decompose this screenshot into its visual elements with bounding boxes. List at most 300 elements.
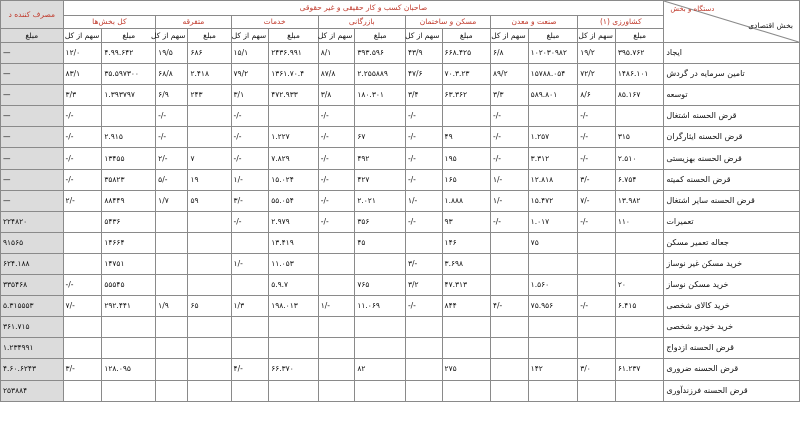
table-cell: ۳/۱ bbox=[231, 85, 269, 106]
table-cell: -/- bbox=[156, 127, 188, 148]
table-cell: ۳۹۳.۵۹۶ bbox=[355, 43, 406, 64]
group-header: صنعت و معدن bbox=[491, 16, 578, 29]
table-cell: -/۲ bbox=[156, 148, 188, 169]
table-row bbox=[1, 64, 800, 85]
row-label: خرید کالای شخصی bbox=[664, 296, 800, 317]
table-cell: ۳/۰ bbox=[578, 359, 616, 380]
table-cell: ۳/۸ bbox=[318, 85, 355, 106]
table-cell: ۸/۶ bbox=[578, 85, 616, 106]
table-cell bbox=[269, 380, 319, 401]
group-header: بازرگانی bbox=[318, 16, 405, 29]
table-cell bbox=[442, 380, 490, 401]
table-cell: -/۴ bbox=[231, 359, 269, 380]
table-cell: ۲.۴۱۸ bbox=[188, 64, 231, 85]
table-cell: -/- bbox=[318, 190, 355, 211]
table-cell bbox=[231, 380, 269, 401]
table-row bbox=[1, 275, 800, 296]
table-cell: ۷۰.۳.۲۳ bbox=[442, 64, 490, 85]
table-cell: ۳/۳ bbox=[63, 85, 102, 106]
table-cell: ۶۶.۳۷۰ bbox=[269, 359, 319, 380]
amount-subheader: مبلغ bbox=[355, 29, 406, 43]
table-cell: ۴۷۲.۹۳۳ bbox=[269, 85, 319, 106]
table-cell: ۱/۷ bbox=[156, 190, 188, 211]
table-cell bbox=[615, 232, 663, 253]
table-cell: -/- bbox=[578, 106, 616, 127]
group-header: کشاورزی (۱) bbox=[578, 16, 664, 29]
amount-subheader: مبلغ bbox=[269, 29, 319, 43]
table-cell: ۶۱.۲۳۷ bbox=[615, 359, 663, 380]
table-cell bbox=[231, 275, 269, 296]
table-cell bbox=[156, 359, 188, 380]
table-cell bbox=[188, 253, 231, 274]
table-row bbox=[1, 317, 800, 338]
table-cell: ۱.۳۹۳۷۹۷ bbox=[102, 85, 156, 106]
table-cell: ۲.۲۵۵۸۸۹ bbox=[355, 64, 406, 85]
table-row bbox=[1, 169, 800, 190]
share-subheader: سهم از کل bbox=[491, 29, 529, 43]
table-cell bbox=[269, 338, 319, 359]
row-label: قرض الحسنه کمیته bbox=[664, 169, 800, 190]
table-cell: -/- bbox=[578, 148, 616, 169]
row-label: قرض الحسنه اشتغال bbox=[664, 106, 800, 127]
table-cell bbox=[156, 211, 188, 232]
consumer-cell: — bbox=[1, 127, 64, 148]
table-row bbox=[1, 85, 800, 106]
table-cell: ۶/۸ bbox=[491, 43, 529, 64]
table-cell: ۳/۳ bbox=[491, 85, 529, 106]
table-cell: ۸۸۴۴۹ bbox=[102, 190, 156, 211]
table-cell: -/- bbox=[578, 127, 616, 148]
table-cell bbox=[156, 380, 188, 401]
table-cell bbox=[318, 317, 355, 338]
table-cell bbox=[318, 380, 355, 401]
row-label: قرض الحسنه ایثارگران bbox=[664, 127, 800, 148]
consumer-cell: ۲۲۴۸۲۰ bbox=[1, 211, 64, 232]
table-cell bbox=[188, 106, 231, 127]
table-cell: ۱/۹ bbox=[156, 296, 188, 317]
table-cell: -/- bbox=[405, 148, 442, 169]
table-cell bbox=[231, 338, 269, 359]
table-cell: -/۱ bbox=[405, 190, 442, 211]
consumer-cell: ۱.۲۳۴۹۹۱ bbox=[1, 338, 64, 359]
table-cell: ۱۹/۲ bbox=[578, 43, 616, 64]
table-cell: ۱.۲۵۷ bbox=[528, 127, 578, 148]
table-cell: -/۱ bbox=[318, 296, 355, 317]
table-cell: -/- bbox=[63, 127, 102, 148]
share-subheader: سهم از کل bbox=[156, 29, 188, 43]
table-cell bbox=[442, 338, 490, 359]
table-cell bbox=[491, 359, 529, 380]
table-cell: ۱۱.۰۶۹ bbox=[355, 296, 406, 317]
table-cell: ۱۲.۸۱۸ bbox=[528, 169, 578, 190]
table-cell bbox=[491, 380, 529, 401]
table-cell: -/- bbox=[405, 296, 442, 317]
consumer-cell: ۵.۳۱۵۵۵۳ bbox=[1, 296, 64, 317]
table-row bbox=[1, 127, 800, 148]
table-row bbox=[1, 359, 800, 380]
table-cell: ۲۴۳۶.۹۹۱ bbox=[269, 43, 319, 64]
table-cell bbox=[615, 106, 663, 127]
consumer-cell: — bbox=[1, 190, 64, 211]
table-cell bbox=[156, 275, 188, 296]
table-cell: ۴۵ bbox=[355, 232, 406, 253]
table-cell bbox=[615, 317, 663, 338]
table-cell: ۷.۸۲۹ bbox=[269, 148, 319, 169]
table-cell: ۲۷۵ bbox=[442, 359, 490, 380]
table-cell: ۶/۹ bbox=[156, 85, 188, 106]
row-label: ایجاد bbox=[664, 43, 800, 64]
table-cell bbox=[355, 253, 406, 274]
table-cell: -/- bbox=[405, 211, 442, 232]
table-cell: -/- bbox=[318, 148, 355, 169]
row-label: قرض الحسنه ازدواج bbox=[664, 338, 800, 359]
table-cell bbox=[156, 253, 188, 274]
table-cell: -/- bbox=[231, 106, 269, 127]
table-cell: -/۱ bbox=[491, 190, 529, 211]
table-cell bbox=[355, 106, 406, 127]
row-label: قرض الحسنه فرزندآوری bbox=[664, 380, 800, 401]
table-row bbox=[1, 232, 800, 253]
table-cell bbox=[156, 232, 188, 253]
table-cell bbox=[578, 253, 616, 274]
table-cell: -/- bbox=[231, 211, 269, 232]
table-cell: -/- bbox=[318, 169, 355, 190]
amount-subheader: مبلغ bbox=[615, 29, 663, 43]
table-cell: ۱.۲۲۷ bbox=[269, 127, 319, 148]
table-cell bbox=[615, 380, 663, 401]
table-cell: -/- bbox=[578, 296, 616, 317]
table-cell: ۳/۴ bbox=[405, 85, 442, 106]
table-row bbox=[1, 253, 800, 274]
table-cell: ۴۹۲ bbox=[355, 148, 406, 169]
table-cell: ۲.۵۱۰ bbox=[615, 148, 663, 169]
table-cell: ۶.۷۵۴ bbox=[615, 169, 663, 190]
table-cell bbox=[188, 211, 231, 232]
table-cell: ۱۹ bbox=[188, 169, 231, 190]
table-cell bbox=[269, 106, 319, 127]
table-cell: -/۲ bbox=[63, 190, 102, 211]
table-cell bbox=[318, 275, 355, 296]
table-cell bbox=[318, 338, 355, 359]
table-cell bbox=[102, 338, 156, 359]
table-cell: ۱۰۲۰۳۰۹۸۲ bbox=[528, 43, 578, 64]
table-cell bbox=[491, 253, 529, 274]
table-cell bbox=[156, 317, 188, 338]
table-cell: ۸۹/۲ bbox=[491, 64, 529, 85]
table-cell: -/۱ bbox=[491, 169, 529, 190]
table-cell: ۱۵۷۸۸.۰۵۴ bbox=[528, 64, 578, 85]
table-cell: ۱۱۰ bbox=[615, 211, 663, 232]
table-cell: ۱۲/۰ bbox=[63, 43, 102, 64]
table-cell: ۴۹ bbox=[442, 127, 490, 148]
table-cell: ۸۳/۱ bbox=[63, 64, 102, 85]
table-cell bbox=[528, 106, 578, 127]
consumer-amount-subheader: مبلغ bbox=[1, 29, 64, 43]
table-cell: -/- bbox=[491, 211, 529, 232]
table-cell: ۱۳۴۵۵ bbox=[102, 148, 156, 169]
table-cell: ۱۳۶۱.۷۰.۴ bbox=[269, 64, 319, 85]
consumer-cell: — bbox=[1, 43, 64, 64]
group-header: خدمات bbox=[231, 16, 318, 29]
table-cell bbox=[102, 106, 156, 127]
table-cell bbox=[528, 317, 578, 338]
table-cell: -/۱ bbox=[231, 169, 269, 190]
table-cell: -/۳ bbox=[63, 359, 102, 380]
table-cell: -/- bbox=[318, 127, 355, 148]
table-cell bbox=[188, 380, 231, 401]
table-cell bbox=[269, 317, 319, 338]
table-cell: ۸/۱ bbox=[318, 43, 355, 64]
corner-top-label: دستگاه و بخش bbox=[670, 5, 715, 13]
table-cell: ۳.۶۹۸ bbox=[442, 253, 490, 274]
table-cell: -/۴ bbox=[491, 296, 529, 317]
table-cell: ۱۴۶ bbox=[442, 232, 490, 253]
table-cell: -/۷ bbox=[63, 296, 102, 317]
table-row bbox=[1, 106, 800, 127]
amount-subheader: مبلغ bbox=[102, 29, 156, 43]
table-cell bbox=[188, 359, 231, 380]
table-cell bbox=[63, 211, 102, 232]
table-cell: ۳۵.۵۹۷۳۰۰ bbox=[102, 64, 156, 85]
table-cell: ۱۴۷۵۱ bbox=[102, 253, 156, 274]
table-cell: ۸۲ bbox=[355, 359, 406, 380]
table-cell: ۱۴۲ bbox=[528, 359, 578, 380]
table-cell: ۶۶۸.۴۲۵ bbox=[442, 43, 490, 64]
consumer-cell: ۹۱۵۶۵ bbox=[1, 232, 64, 253]
table-cell: ۲.۹۷۹ bbox=[269, 211, 319, 232]
table-cell bbox=[578, 317, 616, 338]
table-cell: ۶۸/۸ bbox=[156, 64, 188, 85]
table-cell bbox=[405, 359, 442, 380]
table-cell: ۴۷/۶ bbox=[405, 64, 442, 85]
table-cell: ۶۳.۳۶۲ bbox=[442, 85, 490, 106]
table-cell bbox=[578, 275, 616, 296]
table-cell: ۶۷ bbox=[355, 127, 406, 148]
table-cell bbox=[63, 317, 102, 338]
table-cell bbox=[156, 338, 188, 359]
table-cell bbox=[578, 338, 616, 359]
row-label: خرید خودرو شخصی bbox=[664, 317, 800, 338]
table-cell: ۳۵۸۲۳ bbox=[102, 169, 156, 190]
consumer-header: مصرف کننده د bbox=[1, 1, 64, 29]
table-cell: ۳.۳۱۲ bbox=[528, 148, 578, 169]
table-cell: -/- bbox=[405, 127, 442, 148]
table-row bbox=[1, 338, 800, 359]
table-row bbox=[1, 211, 800, 232]
table-cell: -/- bbox=[491, 106, 529, 127]
table-cell bbox=[405, 338, 442, 359]
table-row bbox=[1, 296, 800, 317]
table-cell: ۱.۰۱۷ bbox=[528, 211, 578, 232]
group-header: مسکن و ساختمان bbox=[405, 16, 490, 29]
table-cell bbox=[491, 317, 529, 338]
table-cell: ۶۸۶ bbox=[188, 43, 231, 64]
table-cell: ۳۹۵.۷۶۲ bbox=[615, 43, 663, 64]
consumer-cell: ۲۵۳۸۸۴ bbox=[1, 380, 64, 401]
consumer-cell: — bbox=[1, 106, 64, 127]
table-cell: ۶۵ bbox=[188, 296, 231, 317]
table-cell: ۲.۰۲۱ bbox=[355, 190, 406, 211]
row-label: قرض الحسنه بهزیستی bbox=[664, 148, 800, 169]
table-cell bbox=[578, 380, 616, 401]
table-cell: -/- bbox=[231, 148, 269, 169]
table-cell bbox=[615, 253, 663, 274]
table-cell: ۱۵.۴۷۲ bbox=[528, 190, 578, 211]
consumer-cell: ۳۳۵۴۶۸ bbox=[1, 275, 64, 296]
table-cell bbox=[491, 275, 529, 296]
table-cell: ۷۲/۲ bbox=[578, 64, 616, 85]
top-title: صاحبان کسب و کار حقیقی و غیر حقوقی bbox=[63, 1, 664, 16]
share-subheader: سهم از کل bbox=[578, 29, 616, 43]
row-label: خرید مسکن نوساز bbox=[664, 275, 800, 296]
amount-subheader: مبلغ bbox=[188, 29, 231, 43]
table-cell: -/- bbox=[318, 106, 355, 127]
row-label: قرض الحسنه سایر اشتغال bbox=[664, 190, 800, 211]
table-cell bbox=[405, 232, 442, 253]
table-cell: ۹۳ bbox=[442, 211, 490, 232]
consumer-cell: — bbox=[1, 64, 64, 85]
table-cell: -/۷ bbox=[578, 190, 616, 211]
consumer-cell: ۶۲۴.۱۸۸ bbox=[1, 253, 64, 274]
table-cell: ۴۳/۹ bbox=[405, 43, 442, 64]
table-cell: ۱۳.۹۸۲ bbox=[615, 190, 663, 211]
table-cell: -/- bbox=[156, 106, 188, 127]
table-row bbox=[1, 190, 800, 211]
row-label: جعاله تعمیر مسکن bbox=[664, 232, 800, 253]
table-cell: ۵۵.۰۵۴ bbox=[269, 190, 319, 211]
table-cell: ۵.۹.۷ bbox=[269, 275, 319, 296]
table-cell bbox=[528, 380, 578, 401]
table-cell bbox=[318, 359, 355, 380]
table-cell: ۴.۹۹.۶۴۲ bbox=[102, 43, 156, 64]
row-label: توسعه bbox=[664, 85, 800, 106]
share-subheader: سهم از کل bbox=[318, 29, 355, 43]
table-cell bbox=[188, 232, 231, 253]
table-cell: -/- bbox=[491, 148, 529, 169]
table-cell: ۸۷/۸ bbox=[318, 64, 355, 85]
consumer-cell: ۳۶۱.۷۱۵ bbox=[1, 317, 64, 338]
table-cell: ۴۲۷ bbox=[355, 169, 406, 190]
table-cell: ۱۲۸.۰۹۵ bbox=[102, 359, 156, 380]
table-cell: -/- bbox=[405, 169, 442, 190]
table-cell: ۱۶۵ bbox=[442, 169, 490, 190]
corner-mid-label: بخش اقتصادی bbox=[748, 21, 793, 30]
table-cell: ۱۴۶۶۴ bbox=[102, 232, 156, 253]
table-cell bbox=[442, 317, 490, 338]
table-cell: ۲۰ bbox=[615, 275, 663, 296]
table-cell: ۳۱۵ bbox=[615, 127, 663, 148]
share-subheader: سهم از کل bbox=[63, 29, 102, 43]
table-cell bbox=[528, 253, 578, 274]
table-cell: ۱۹/۵ bbox=[156, 43, 188, 64]
table-cell bbox=[63, 232, 102, 253]
table-cell: -/- bbox=[63, 275, 102, 296]
table-cell: -/۵ bbox=[156, 169, 188, 190]
table-cell bbox=[491, 338, 529, 359]
table-cell: -/- bbox=[231, 127, 269, 148]
table-cell: ۱.۸۸۸ bbox=[442, 190, 490, 211]
table-cell bbox=[528, 338, 578, 359]
table-cell bbox=[578, 232, 616, 253]
table-cell bbox=[188, 338, 231, 359]
amount-subheader: مبلغ bbox=[528, 29, 578, 43]
row-label: تعمیرات bbox=[664, 211, 800, 232]
share-subheader: سهم از کل bbox=[405, 29, 442, 43]
table-cell: ۵۹ bbox=[188, 190, 231, 211]
table-cell: ۱۵/۱ bbox=[231, 43, 269, 64]
table-cell bbox=[102, 317, 156, 338]
table-cell: ۷۶۵ bbox=[355, 275, 406, 296]
table-cell: ۲۴۳ bbox=[188, 85, 231, 106]
table-cell bbox=[188, 127, 231, 148]
table-cell bbox=[63, 380, 102, 401]
row-label: قرض الحسنه ضروری bbox=[664, 359, 800, 380]
table-cell bbox=[63, 338, 102, 359]
table-row bbox=[1, 380, 800, 401]
table-cell: ۲.۹۱۵ bbox=[102, 127, 156, 148]
table-cell: ۵۸۹.۸۰۱ bbox=[528, 85, 578, 106]
table-cell bbox=[318, 253, 355, 274]
table-cell bbox=[102, 380, 156, 401]
table-cell: ۲۹۲.۴۴۱ bbox=[102, 296, 156, 317]
table-cell: -/۳ bbox=[405, 253, 442, 274]
table-cell bbox=[355, 317, 406, 338]
consumer-cell: ۴.۶۰.۶۲۴۳ bbox=[1, 359, 64, 380]
table-cell: ۱.۵۶۰ bbox=[528, 275, 578, 296]
table-cell: ۱۸۰.۳۰۱ bbox=[355, 85, 406, 106]
table-cell: -/۳ bbox=[231, 190, 269, 211]
table-cell bbox=[63, 253, 102, 274]
table-cell: ۱۹۵ bbox=[442, 148, 490, 169]
consumer-cell: — bbox=[1, 148, 64, 169]
table-cell bbox=[231, 232, 269, 253]
amount-subheader: مبلغ bbox=[442, 29, 490, 43]
table-cell: -/۳ bbox=[578, 169, 616, 190]
table-cell: -/- bbox=[63, 169, 102, 190]
table-cell bbox=[188, 275, 231, 296]
table-row bbox=[1, 148, 800, 169]
table-cell: ۴۷.۳۱۳ bbox=[442, 275, 490, 296]
consumer-cell: — bbox=[1, 85, 64, 106]
group-header: متفرقه bbox=[156, 16, 231, 29]
table-cell: -/- bbox=[63, 106, 102, 127]
table-cell: ۱۱.۰۵۳ bbox=[269, 253, 319, 274]
table-cell bbox=[318, 232, 355, 253]
consumer-cell: — bbox=[1, 169, 64, 190]
table-cell: ۵۵۵۴۵ bbox=[102, 275, 156, 296]
table-cell: -/- bbox=[405, 106, 442, 127]
table-cell: ۷۹/۲ bbox=[231, 64, 269, 85]
table-cell bbox=[355, 338, 406, 359]
table-cell bbox=[231, 317, 269, 338]
corner-header bbox=[664, 1, 800, 43]
table-cell: -/- bbox=[491, 127, 529, 148]
table-cell: ۳/۲ bbox=[405, 275, 442, 296]
table-cell bbox=[491, 232, 529, 253]
table-cell: ۵۴۳۶ bbox=[102, 211, 156, 232]
table-cell: ۷ bbox=[188, 148, 231, 169]
table-cell: ۷۵ bbox=[528, 232, 578, 253]
table-cell bbox=[442, 106, 490, 127]
table-cell: ۳۵۶ bbox=[355, 211, 406, 232]
table-cell: ۸۴۴ bbox=[442, 296, 490, 317]
table-cell: -/- bbox=[318, 211, 355, 232]
table-cell: ۱۵.۰۲۴ bbox=[269, 169, 319, 190]
table-cell: ۱/۳ bbox=[231, 296, 269, 317]
table-cell bbox=[405, 380, 442, 401]
row-label: تامین سرمایه در گردش bbox=[664, 64, 800, 85]
table-cell bbox=[188, 317, 231, 338]
